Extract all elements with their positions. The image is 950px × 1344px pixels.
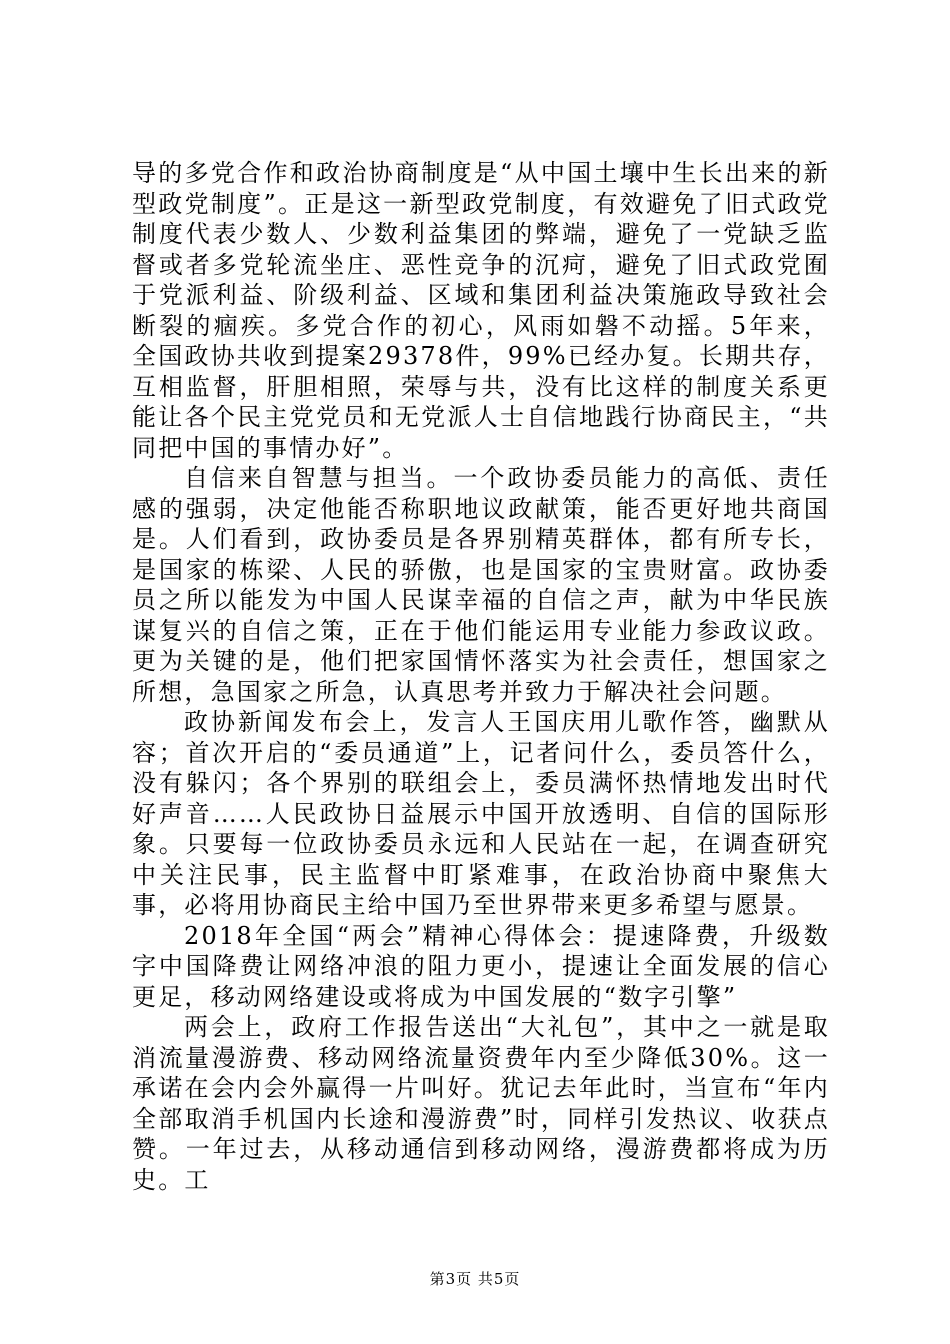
paragraph-press-conference: 政协新闻发布会上，发言人王国庆用儿歌作答，幽默从容；首次开启的“委员通道”上，记者问什么，委员答什么，没有躲闪；各个界别的联组会上，委员满怀热情地发出时代好声音……人民政协日益展示中国开放透明、自信的国际形象。只要每一位政协委员永远和人民站在一起，在调查研究中关注民事，民主监督中盯紧难事，在政治协商中聚焦大事，必将用协商民主给中国乃至世界带来更多希望与愿景。	[132, 708, 830, 919]
paragraph-confidence-wisdom: 自信来自智慧与担当。一个政协委员能力的高低、责任感的强弱，决定他能否称职地议政献策，能否更好地共商国是。人们看到，政协委员是各界别精英群体，都有所专长，是国家的栋梁、人民的骄傲，也是国家的宝贵财富。政协委员之所以能发为中国人民谋幸福的自信之声，献为中华民族谋复兴的自信之策，正在于他们能运用专业能力参政议政。更为关键的是，他们把家国情怀落实为社会责任，想国家之所想，急国家之所急，认真思考并致力于解决社会问题。	[132, 464, 830, 706]
page-number-footer: 第3页 共5页	[429, 1270, 521, 1288]
paragraph-government-report: 两会上，政府工作报告送出“大礼包”，其中之一就是取消流量漫游费、移动网络流量资费年内至少降低30%。这一承诺在会内会外赢得一片叫好。犹记去年此时，当宣布“年内全部取消手机国内长途和漫游费”时，同样引发热议、收获点赞。一年过去，从移动通信到移动网络，漫游费都将成为历史。工	[132, 1013, 830, 1194]
document-body	[132, 158, 830, 1195]
paragraph-continuation: 导的多党合作和政治协商制度是“从中国土壤中生长出来的新型政党制度”。正是这一新型政党制度，有效避免了旧式政党制度代表少数人、少数利益集团的弊端，避免了一党缺乏监督或者多党轮流坐庄、恶性竞争的沉疴，避免了旧式政党囿于党派利益、阶级利益、区域和集团利益决策施政导致社会断裂的痼疾。多党合作的初心，风雨如磐不动摇。5年来，全国政协共收到提案29378件，99%已经办复。长期共存，互相监督，肝胆相照，荣辱与共，没有比这样的制度关系更能让各个民主党党员和无党派人士自信地践行协商民主，“共同把中国的事情办好”。	[132, 159, 830, 462]
paragraph-section-heading: 2018年全国“两会”精神心得体会：提速降费，升级数字中国降费让网络冲浪的阻力更小，提速让全面发展的信心更足，移动网络建设或将成为中国发展的“数字引擎”	[132, 921, 830, 1011]
